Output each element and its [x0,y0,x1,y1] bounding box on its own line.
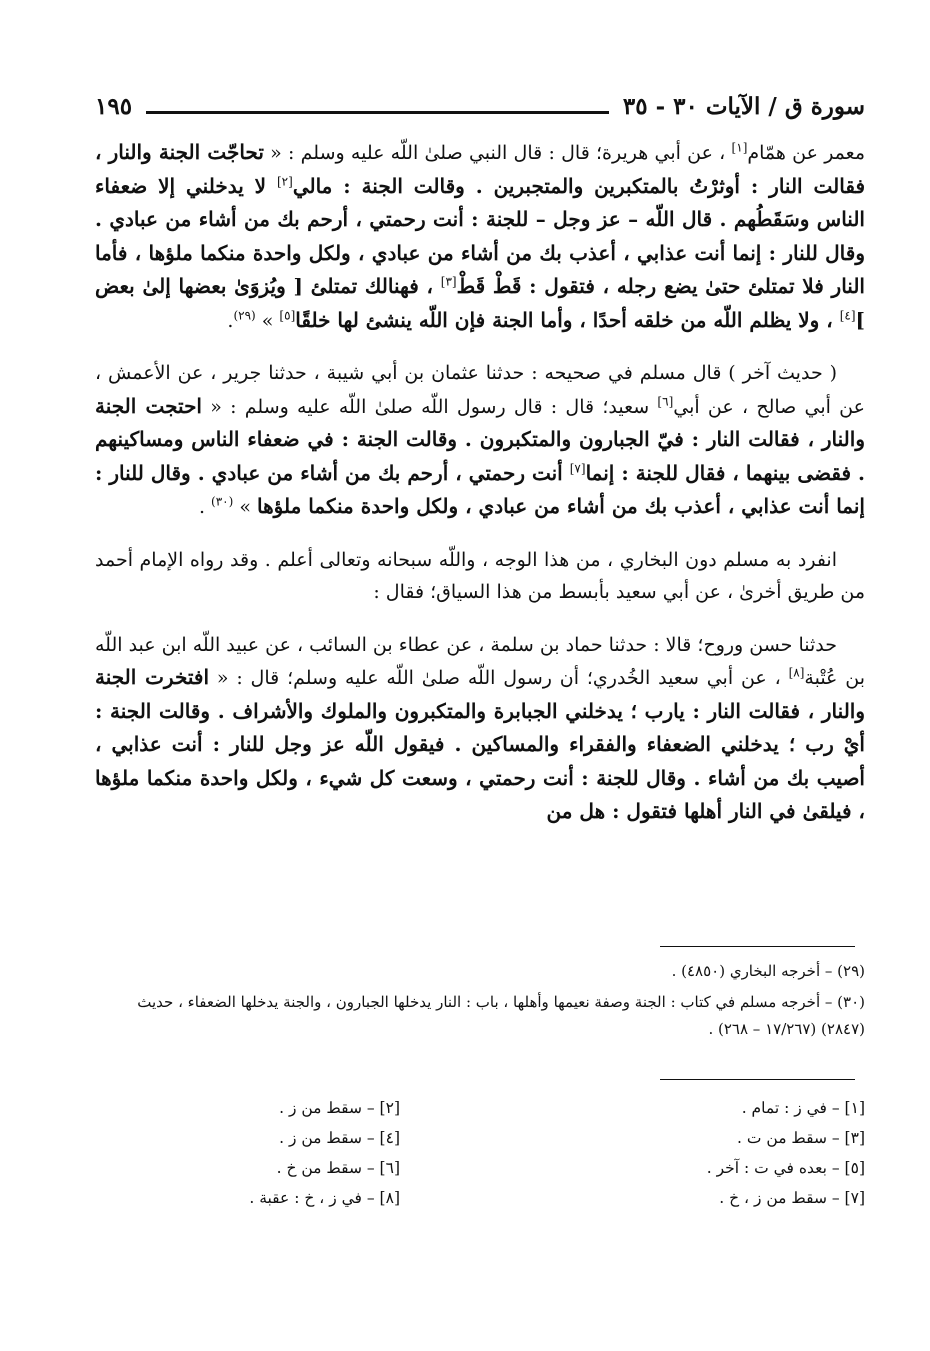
hadith-text: افتخرت الجنة والنار ، فقالت النار : يارب ؛ يدخلني الجبابرة والمتكبرون والملوك والأشراف . وقالت الجنة : أيْ رب ؛ يدخلني الضعفاء والفقراء والمساكين . فيقول اللّه عز وجل للنار : أنت عذابي ، أصيب بك من أشاء . وقال للجنة : أنت رحمتي ، وسعت كل شيء ، ولكل واحدة منكما ملؤها ، فيلقىٰ في النار أهلها فتقول : هل من [95,665,865,823]
footnote-divider [660,946,855,947]
note-marker: [٣] [440,274,457,289]
variant-notes-divider [660,1079,855,1080]
note-marker: (٣٠) [211,494,234,509]
narration-text: انفرد به مسلم دون البخاري ، من هذا الوجه ، واللّه سبحانه وتعالى أعلم . وقد رواه الإمام أحمد من طريق أخرىٰ ، عن أبي سعيد بأبسط من هذا السياق؛ فقال : [95,548,865,603]
narration-text: » [233,496,258,518]
footnotes [95,958,865,1047]
note-marker: [٦] [657,394,674,409]
narration-text: . [227,309,234,332]
page-header [95,86,865,126]
narration-text: ، عن أبي هريرة؛ قال : قال النبي صلىٰ اللّه عليه وسلم : « [263,142,732,164]
narration-text: سعيد؛ قال : قال رسول اللّه صلىٰ اللّه عليه وسلم : « [202,395,658,418]
paragraph-4 [95,629,865,829]
header-rule [146,111,609,114]
hadith-text: ، ولا يظلم اللّه من خلقه أحدًا ، وأما الجنة فإن اللّه ينشئ لها خلقًا [295,307,840,332]
note-marker: [٧] [569,461,586,476]
variant-note-1: [١] – في ز : تمام . [741,1099,865,1117]
paragraph-3 [95,544,865,609]
hadith-text: تحاجّت الجنة والنار ، فقالت النار : أوثرْتُ بالمتكبرين والمتجبرين . وقالت الجنة : مالي [95,140,865,198]
narration-text: ( حديث آخر ) قال مسلم في صحيحه : حدثنا عثمان بن أبي شيبة ، حدثنا جرير ، عن الأعمش ، عن أبي صالح ، عن أبي [95,362,865,418]
main-text [95,136,865,849]
note-marker: [١] [731,140,748,155]
variant-note-7: [٧] – سقط من ز ، خ . [719,1189,865,1207]
narration-text: حدثنا حسن وروح؛ قالا : حدثنا حماد بن سلمة ، عن عطاء بن السائب ، عن عبيد اللّه ابن عبد اللّه بن عُتْبة [94,633,865,689]
variant-note-8: [٨] – في ز ، خ : عقبة . [249,1189,400,1207]
note-marker: [٢] [276,174,293,189]
note-marker: [٨] [788,665,805,680]
variant-note-5: [٥] – بعده في ت : آخر . [706,1159,865,1177]
note-marker: (٢٩) [233,308,256,323]
surah-title: سورة ق / الآيات ٣٠ - ٣٥ [622,92,865,120]
paragraph-2 [95,357,865,524]
footnote-29: (٢٩) – أخرجه البخاري (٤٨٥٠) . [671,962,865,980]
narration-text: » [255,309,280,332]
narration-text: معمر عن همّام [747,142,866,164]
narration-text: . [198,496,212,518]
page-number: ١٩٥ [95,92,133,120]
hadith-text: أنت رحمتي ، أرحم بك من أشاء من عبادي . وقال للنار : إنما أنت عذابي ، أعذب بك من أشاء من عبادي ، ولكل واحدة منكما ملؤها [95,460,865,518]
hadith-text: لا يدخلني إلا ضعفاء الناس وسَقَطُهم . قال اللّه – عز وجل – للجنة : أنت رحمتي ، أرحم بك من أشاء من عبادي . وقال للنار : إنما أنت عذابي ، أعذب بك من أشاء من عبادي ، ولكل واحدة منكما ملؤها ، فأما النار فلا تمتلئ حتىٰ يضع رجله ، فتقول : قَطْ قَطْ [95,173,865,298]
hadith-text: ، فهنالك تمتلئ [ ويُزوَىٰ بعضها إلىٰ بعض ] [95,274,865,332]
note-marker: [٥] [279,308,296,323]
variant-notes [95,1096,865,1210]
paragraph-1 [95,136,865,337]
variant-note-4: [٤] – سقط من ز . [279,1129,400,1147]
variant-note-2: [٢] – سقط من ز . [279,1099,400,1117]
footnote-30: (٣٠) – أخرجه مسلم في كتاب : الجنة وصفة نعيمها وأهلها ، باب : النار يدخلها الجبارون ، والجنة يدخلها الضعفاء ، حديث (٢٨٤٧) (١٧/٢٦٧ – ٢٦٨) . [137,993,865,1038]
variant-note-3: [٣] – سقط من ت . [737,1129,865,1147]
variant-note-6: [٦] – سقط من خ . [276,1159,400,1177]
hadith-text: احتجت الجنة والنار ، فقالت النار : فيّ الجبارون والمتكبرون . وقالت الجنة : في ضعفاء الناس ومساكينهم . فقضى بينهما ، فقال للجنة : إنما [95,393,865,485]
note-marker: [٤] [839,308,856,323]
narration-text: ، عن أبي سعيد الخُدري؛ أن رسول اللّه صلىٰ اللّه عليه وسلم؛ قال : « [209,667,789,689]
